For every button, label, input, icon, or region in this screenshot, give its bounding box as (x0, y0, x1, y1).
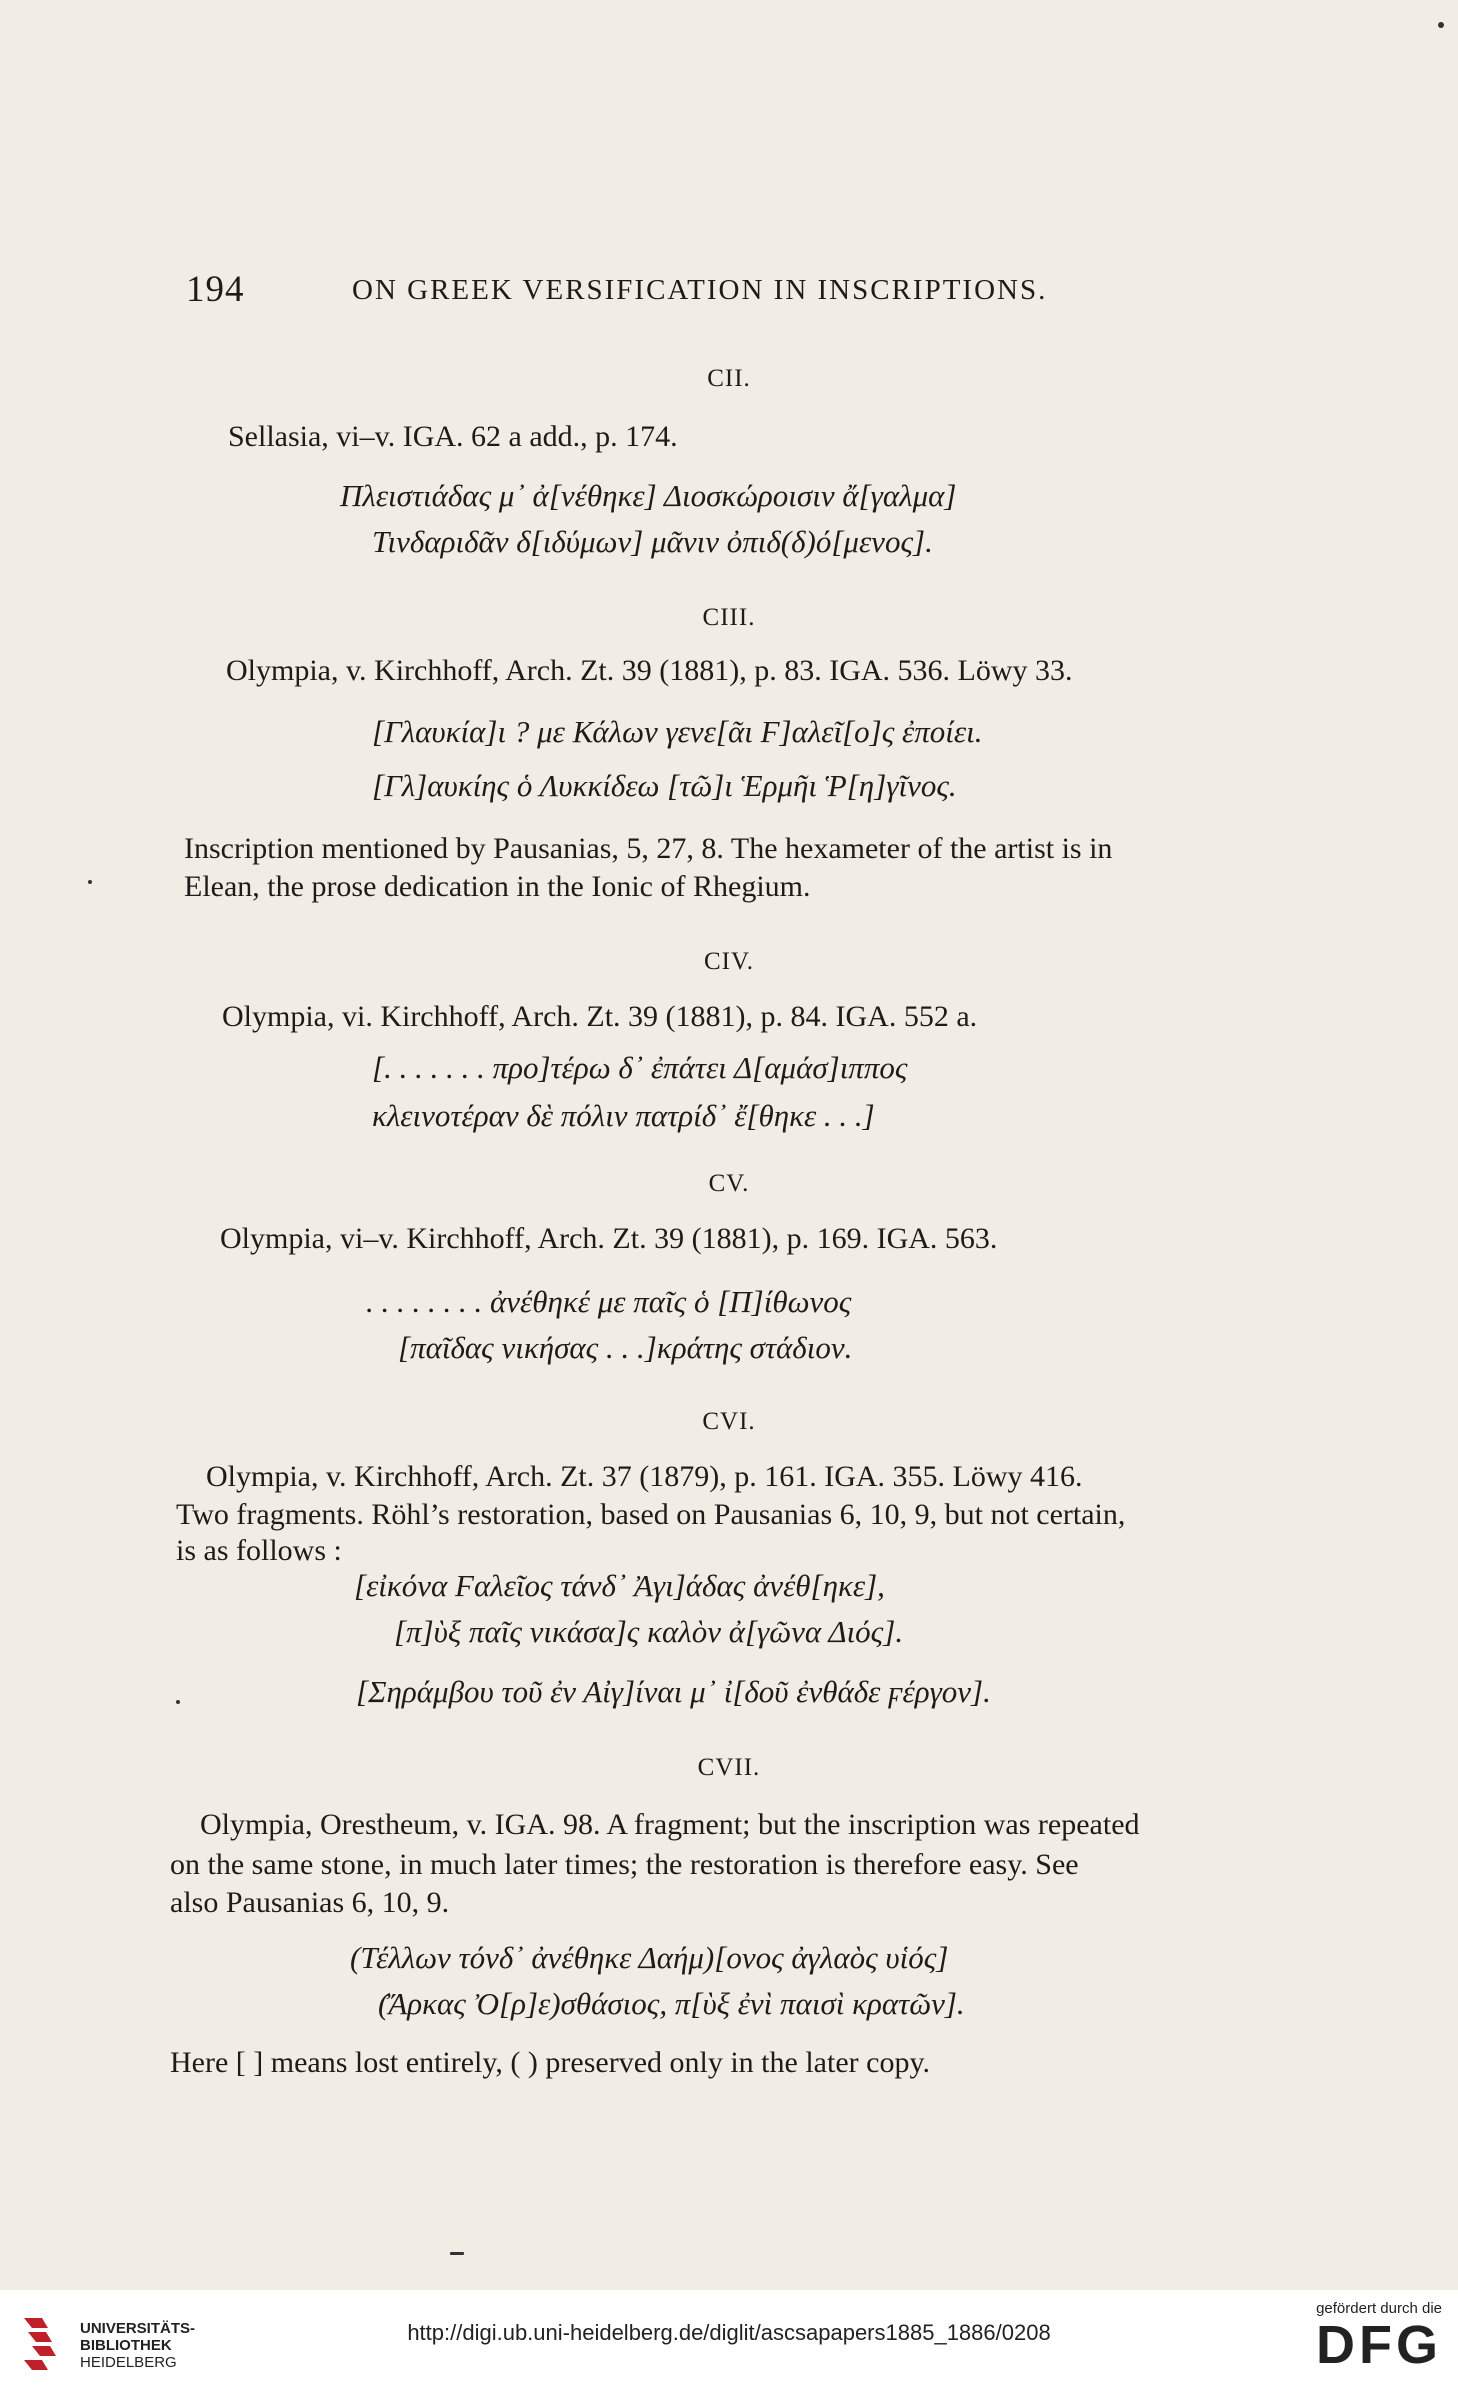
dfg-funding-logo[interactable] (1262, 2300, 1442, 2373)
section-number-cvii: CVII. (697, 1754, 761, 1781)
civ-source: Olympia, vi. Kirchhoff, Arch. Zt. 39 (1881), p. 84. IGA. 552 a. (222, 1000, 978, 1033)
cvi-verse-1: [εἰκόνα Ϝαλεῖος τάνδ᾽ Ἀγι]άδας ἀνέθ[ηκε], (354, 1568, 885, 1603)
dfg-logo-text: DFG (1316, 2315, 1442, 2375)
viewer-footer (0, 2290, 1458, 2400)
section-number-cvi: CVI. (702, 1408, 756, 1435)
funding-label: gefördert durch die (1316, 2300, 1442, 2317)
cvi-source: Olympia, v. Kirchhoff, Arch. Zt. 37 (1879), p. 161. IGA. 355. Löwy 416. (206, 1460, 1083, 1493)
library-name-line-2: BIBLIOTHEK (80, 2337, 172, 2354)
ciii-note-line-1: Inscription mentioned by Pausanias, 5, 27, 8. The hexameter of the artist is in (184, 832, 1113, 865)
ciii-note-line-2: Elean, the prose dedication in the Ionic of Rhegium. (184, 870, 811, 903)
closing-note: Here [ ] means lost entirely, ( ) preserved only in the later copy. (170, 2046, 930, 2079)
cii-source: Sellasia, vi–v. IGA. 62 a add., p. 174. (228, 420, 678, 453)
section-number-cv: CV. (708, 1170, 750, 1197)
ciii-verse-2: [Γλ]αυκίης ὁ Λυκκίδεω [τῶ]ι Ἑρμῆι Ῥ[η]γῖνος. (372, 768, 957, 803)
scan-speck (176, 1700, 180, 1704)
scan-speck (1438, 22, 1444, 28)
scan-speck (450, 2252, 464, 2255)
library-name-line-1: UNIVERSITÄTS- (80, 2320, 196, 2337)
cv-source: Olympia, vi–v. Kirchhoff, Arch. Zt. 39 (1881), p. 169. IGA. 563. (220, 1222, 998, 1255)
cv-verse-1: . . . . . . . . ἀνέθηκέ με παῖς ὁ [Π]ίθωνος (366, 1284, 852, 1319)
cvii-source-line-1: Olympia, Orestheum, v. IGA. 98. A fragment; but the inscription was repeated (200, 1808, 1140, 1841)
section-number-cii: CII. (707, 365, 751, 392)
cii-verse-2: Τινδαριδᾶν δ[ιδύμων] μᾶνιν ὀπιδ(δ)ό[μενος]. (372, 524, 933, 559)
cvii-source-line-2: on the same stone, in much later times; the restoration is therefore easy. See (170, 1848, 1079, 1881)
cvi-verse-3: [Σηράμβου τοῦ ἐν Αἰγ]ίναι μ᾽ ἰ[δοῦ ἐνθάδε ϝέργον]. (356, 1674, 991, 1709)
ciii-source: Olympia, v. Kirchhoff, Arch. Zt. 39 (1881), p. 83. IGA. 536. Löwy 33. (226, 654, 1073, 687)
section-number-ciii: CIII. (702, 604, 756, 631)
cii-verse-1: Πλειστιάδας μ᾽ ἀ[νέθηκε] Διοσκώροισιν ἄ[γαλμα] (340, 478, 957, 513)
section-number-civ: CIV. (703, 948, 755, 975)
running-title: ON GREEK VERSIFICATION IN INSCRIPTIONS. (352, 274, 1048, 306)
cvi-note-line-2: is as follows : (176, 1534, 342, 1567)
civ-verse-1: [. . . . . . . προ]τέρω δ᾽ ἐπάτει Δ[αμάσ]ιππος (372, 1050, 908, 1085)
cvii-verse-2: (Ἄρκας Ὀ[ρ]ε)σθάσιος, π[ὺξ ἐνὶ παισὶ κρατῶν]. (378, 1986, 965, 2021)
cvi-note-line-1: Two fragments. Röhl’s restoration, based on Pausanias 6, 10, 9, but not certain, (176, 1498, 1126, 1531)
ciii-verse-1: [Γλαυκία]ι ? με Κάλων γενε[ᾶι Ϝ]αλεῖ[ο]ς ἐποίει. (372, 714, 983, 749)
cv-verse-2: [παῖδας νικήσας . . .]κράτης στάδιον. (398, 1330, 853, 1365)
page-number: 194 (186, 269, 245, 310)
library-name-line-3: HEIDELBERG (80, 2354, 177, 2371)
scan-speck (88, 880, 92, 884)
cvii-source-line-3: also Pausanias 6, 10, 9. (170, 1886, 450, 1919)
cvi-verse-2: [π]ὺξ παῖς νικάσα]ς καλὸν ἀ[γῶνα Διός]. (394, 1614, 904, 1649)
cvii-verse-1: (Τέλλων τόνδ᾽ ἀνέθηκε Δαήμ)[ονος ἀγλαὸς υἱός] (350, 1940, 949, 1975)
civ-verse-2: κλεινοτέραν δὲ πόλιν πατρίδ᾽ ἔ[θηκε . . .] (372, 1098, 875, 1133)
permalink-url[interactable]: http://digi.ub.uni-heidelberg.de/diglit/ascsapapers1885_1886/0208 (407, 2320, 1051, 2345)
